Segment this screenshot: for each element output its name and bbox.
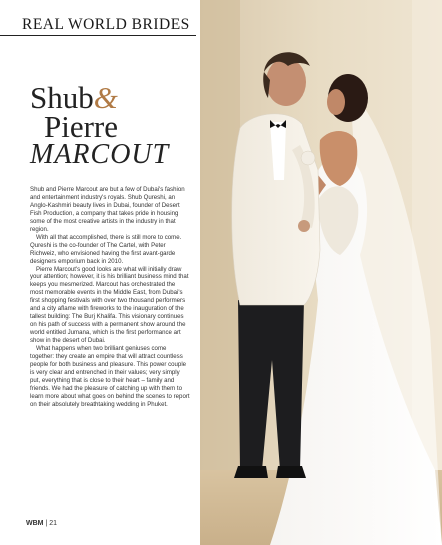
wedding-photo-illustration — [200, 0, 442, 545]
paragraph: With all that accomplished, there is still more to come. Qureshi is the co-founder of The Cartel, with Peter Richweiz, who envisioned having the first avant-garde designers emporium back in 2010. — [30, 233, 182, 265]
clasped-hands — [298, 220, 310, 232]
groom-right-shoe — [276, 466, 306, 478]
page-number: 21 — [49, 520, 58, 527]
bride-face — [327, 89, 345, 115]
headline-ampersand: & — [93, 80, 118, 115]
text-column — [0, 0, 200, 545]
groom-face — [266, 58, 306, 106]
pillar-shadow — [200, 0, 240, 545]
paragraph: Pierre Marcout's good looks are what will initially draw your attention; however, it is his brilliant business mind that keeps you mesmerized. Marcout has orchestrated the most memorable events in the Middle East, from Dubai's first shopping festivals with over two thousand performers and a city aflame with fireworks to the inauguration of the tallest building: The Burj Khalifa. This visionary continues on his path of success with a permanent show around the world entitled Jumana, which is the first performance art show in the desert of Dubai. — [30, 265, 189, 345]
headline-second-name: Pierre — [44, 109, 119, 144]
headline-first-name: Shub — [30, 80, 94, 115]
folio-separator: | — [43, 520, 50, 527]
section-title: REAL WORLD BRIDES — [22, 16, 190, 33]
groom-left-shoe — [234, 466, 268, 478]
headline-surname: MARCOUT — [30, 139, 170, 170]
article-headline — [30, 82, 196, 170]
paragraph: What happens when two brilliant geniuses come together: they create an empire that will attract countless people for both business and pleasure. This power couple is very clear and entrenched in their values; very simply put, everything that is close to their heart – family and friends. We had the pleasure of catching up with them to learn more about what goes on behind the scenes to report on their absolutely breathtaking wedding in Phuket. — [30, 345, 190, 408]
wedding-photo — [200, 0, 442, 545]
article-body — [30, 186, 190, 409]
paragraph: Shub and Pierre Marcout are but a few of Dubai's fashion and entertainment industry's royals. Shub Qureshi, an Anglo-Kashmiri beauty lives in Dubai, founder of Desert Fish Production, a company that takes pride in housing some of the most creative artists in the industry in that region. — [30, 186, 185, 233]
page-folio — [26, 520, 57, 527]
magazine-abbrev: WBM — [26, 520, 44, 527]
boutonniere — [301, 151, 315, 165]
section-divider — [0, 35, 196, 36]
